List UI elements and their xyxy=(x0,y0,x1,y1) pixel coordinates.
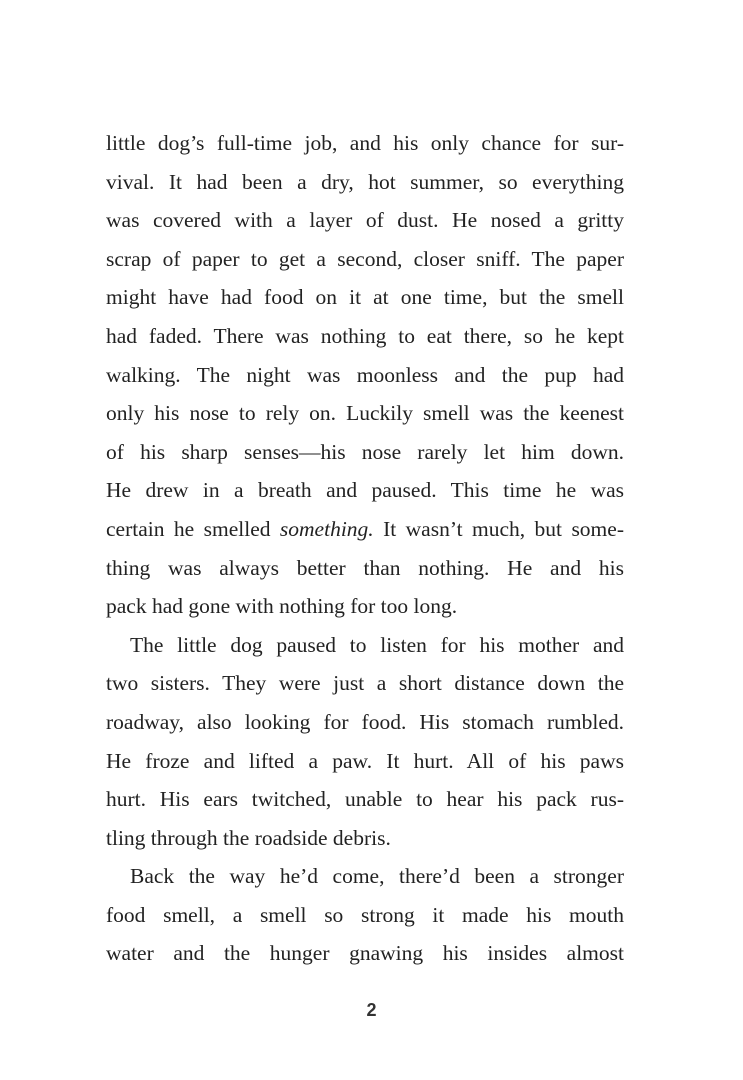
text-line: pack had gone with nothing for too long. xyxy=(106,594,458,619)
text-segment: certain he smelled xyxy=(106,516,280,541)
text-line: scrap of paper to get a second, closer sniff. The paper xyxy=(106,246,624,271)
text-segment: It wasn’t much, but some- xyxy=(373,516,624,541)
text-line: hurt. His ears twitched, unable to hear his pack rus- xyxy=(106,787,624,812)
text-line: tling through the roadside debris. xyxy=(106,825,391,850)
text-line xyxy=(106,510,624,549)
text-line: only his nose to rely on. Luckily smell was the keenest xyxy=(106,401,624,426)
text-line: had faded. There was nothing to eat there, so he kept xyxy=(106,323,624,348)
text-line: two sisters. They were just a short distance down the xyxy=(106,671,624,696)
italic-word: something. xyxy=(279,516,374,541)
text-line: might have had food on it at one time, but the smell xyxy=(106,285,624,310)
text-line: was covered with a layer of dust. He nosed a gritty xyxy=(106,208,624,233)
paragraph-first-line: The little dog paused to listen for his mother and xyxy=(130,632,624,657)
text-line: of his sharp senses—his nose rarely let him down. xyxy=(106,439,624,464)
body-text xyxy=(106,124,624,973)
text-line: He froze and lifted a paw. It hurt. All of his paws xyxy=(106,748,624,773)
text-line: food smell, a smell so strong it made his mouth xyxy=(106,902,624,927)
text-line: little dog’s full-time job, and his only chance for sur- xyxy=(106,131,624,155)
paragraph-first-line: Back the way he’d come, there’d been a stronger xyxy=(130,864,624,889)
text-line: water and the hunger gnawing his insides almost xyxy=(106,941,624,966)
text-line: roadway, also looking for food. His stomach rumbled. xyxy=(106,709,624,734)
page-number: 2 xyxy=(366,1000,377,1020)
text-line: thing was always better than nothing. He and his xyxy=(106,555,624,580)
text-line: vival. It had been a dry, hot summer, so everything xyxy=(106,169,624,194)
text-line: He drew in a breath and paused. This time he was xyxy=(106,478,624,503)
text-line: walking. The night was moonless and the pup had xyxy=(106,362,624,387)
